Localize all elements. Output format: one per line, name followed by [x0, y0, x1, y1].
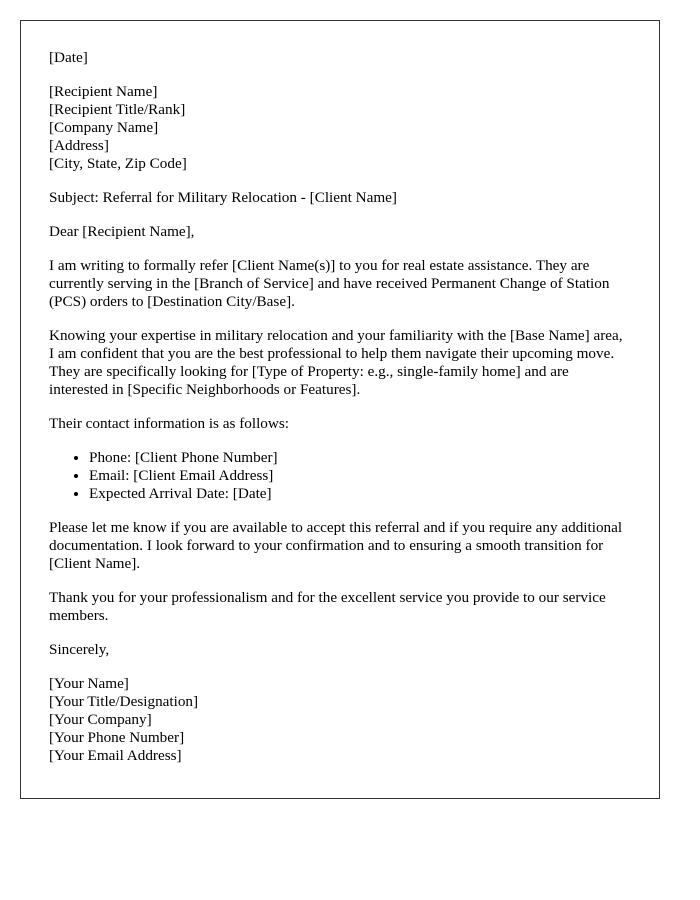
contact-phone: • Phone: [Client Phone Number] [89, 449, 629, 467]
recipient-name: [Recipient Name] [49, 83, 158, 100]
paragraph-contact-intro: Their contact information is as follows: [49, 415, 289, 432]
recipient-address: [Address] [49, 137, 109, 154]
sender-title: [Your Title/Designation] [49, 693, 199, 710]
date: [Date] [49, 49, 88, 66]
sender-name: [Your Name] [49, 675, 129, 692]
letter-frame [20, 20, 660, 799]
sender-phone: [Your Phone Number] [49, 729, 185, 746]
sender-company: [Your Company] [49, 711, 152, 728]
signoff: Sincerely, [49, 641, 110, 658]
paragraph-request: Please let me know if you are available to accept this referral and if you require any additional documentation. I look forward to your confirmation and to ensuring a smooth transition for [Client Name]. [49, 519, 623, 572]
sender-email: [Your Email Address] [49, 747, 182, 764]
paragraph-thanks: Thank you for your professionalism and for the excellent service you provide to our service members. [49, 589, 606, 624]
sender-signature-block [49, 675, 629, 765]
subject-line: Subject: Referral for Military Relocation - [Client Name] [49, 189, 397, 206]
paragraph-expertise: Knowing your expertise in military relocation and your familiarity with the [Base Name] area, I am confident that you are the best professional to help them navigate their upcoming move. They are specifically looking for [Type of Property: e.g., single-family home] and are interested in [Specific Neighborhoods or Features]. [49, 327, 623, 398]
paragraph-referral: I am writing to formally refer [Client Name(s)] to you for real estate assistance. They are currently serving in the [Branch of Service] and have received Permanent Change of Station (PCS) orders to [Destination City/Base]. [49, 257, 610, 310]
contact-list [49, 449, 629, 503]
letter-body [49, 49, 629, 781]
recipient-address-block [49, 83, 629, 173]
contact-arrival-date: • Expected Arrival Date: [Date] [89, 485, 629, 503]
contact-email: • Email: [Client Email Address] [89, 467, 629, 485]
recipient-title: [Recipient Title/Rank] [49, 101, 186, 118]
date-line [49, 49, 629, 67]
recipient-company: [Company Name] [49, 119, 159, 136]
recipient-city-state-zip: [City, State, Zip Code] [49, 155, 187, 172]
salutation: Dear [Recipient Name], [49, 223, 195, 240]
